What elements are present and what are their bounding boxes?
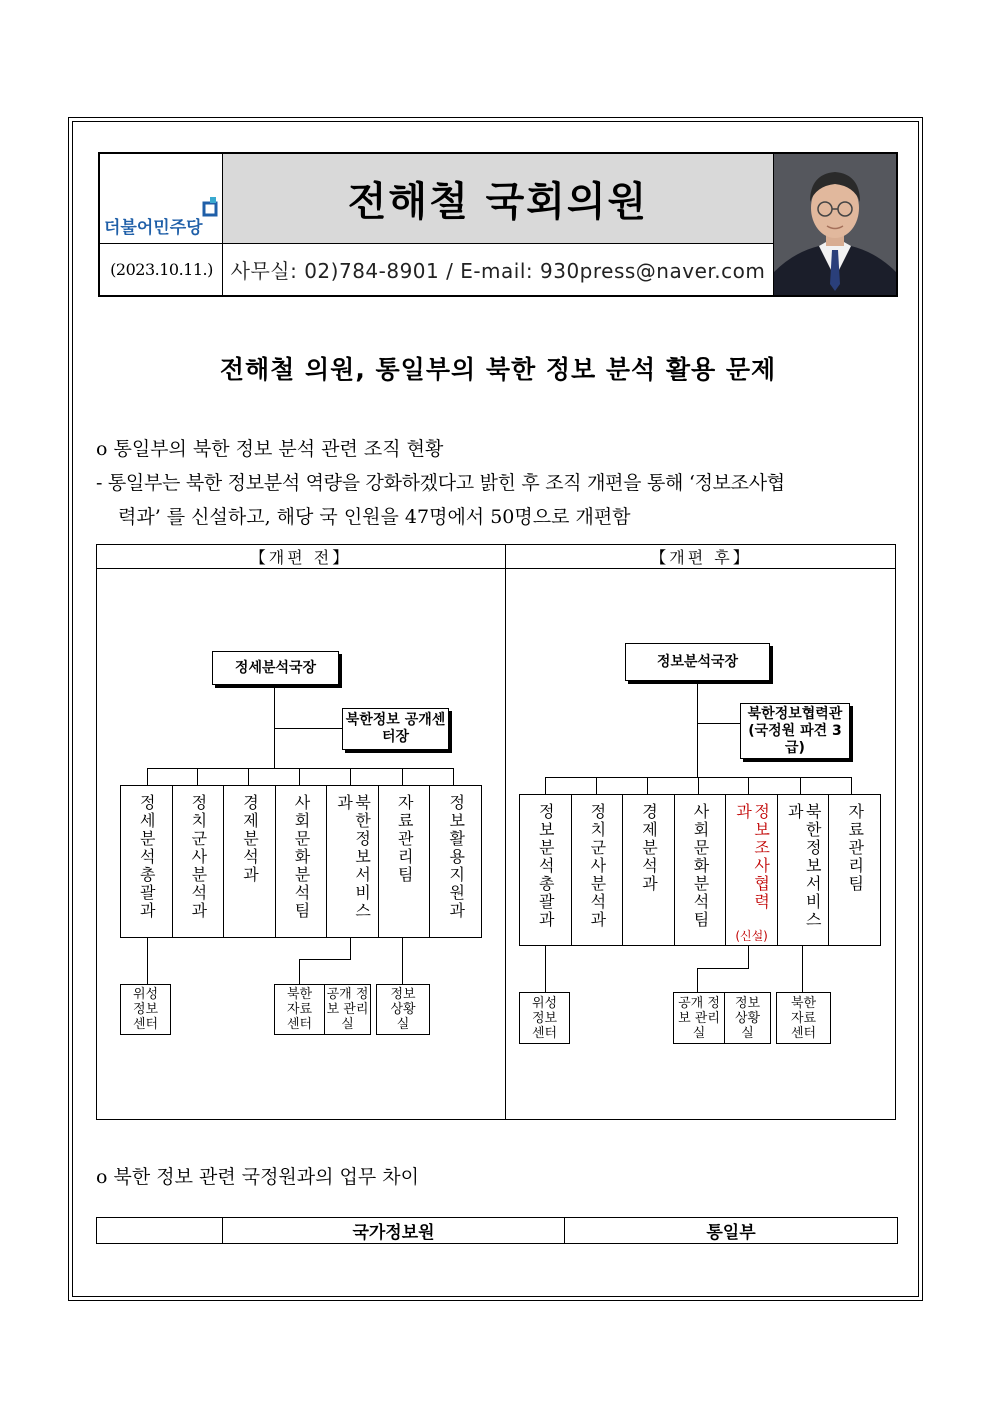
before-dept-row (120, 785, 482, 938)
dept-box (224, 786, 276, 937)
party-name: 더불어민주당 (104, 218, 203, 237)
org-chart-divider (96, 568, 896, 569)
connector (697, 968, 749, 969)
member-photo (774, 154, 896, 295)
dept-label: 정세분석총괄과 (137, 794, 157, 920)
after-sub-box (519, 992, 570, 1044)
dept-label: 정치군사분석과 (188, 794, 208, 920)
dept-label: 북한정보서비스과 (334, 794, 372, 920)
before-sub-box (376, 984, 430, 1035)
connector (299, 959, 351, 960)
dept-label-new: 정보조사협력과 (733, 803, 771, 911)
after-sub-box (724, 992, 771, 1044)
dept-box (379, 786, 431, 937)
before-sub-box (274, 984, 325, 1035)
dept-box (327, 786, 379, 937)
after-sub-box (673, 992, 725, 1044)
before-sub-box (120, 984, 171, 1035)
after-sub-box (776, 992, 831, 1044)
before-top-box: 정세분석국장 (212, 651, 339, 685)
section1-dash: - 통일부는 북한 정보분석 역량을 강화하겠다고 밝힌 후 조직 개편을 통해 ‘정보조사협 (96, 472, 785, 494)
sub-label: 위성 정보 센터 (132, 987, 159, 1032)
connector (748, 777, 749, 794)
dept-label: 사회문화분석팀 (691, 803, 711, 929)
sub-label: 정보 상황실 (734, 995, 761, 1041)
connector (350, 938, 351, 960)
section2-bullet: o 북한 정보 관련 국정원과의 업무 차이 (96, 1166, 419, 1188)
headline: 전해철 의원, 통일부의 북한 정보 분석 활용 문제 (219, 355, 777, 384)
press-date: (2023.10.11.) (110, 260, 213, 279)
connector (851, 777, 852, 794)
dept-box (173, 786, 225, 937)
connector (697, 968, 698, 992)
connector (800, 777, 801, 794)
after-side-box (740, 703, 850, 759)
connector (299, 768, 300, 785)
table-header-nis: 국가정보원 (352, 1223, 435, 1243)
dept-label: 사회문화분석팀 (292, 794, 312, 920)
dept-label: 경제분석과 (240, 794, 260, 884)
sub-label: 북한 자료 센터 (790, 995, 817, 1041)
connector (402, 938, 403, 984)
connector (647, 777, 648, 794)
section1-bullet: o 통일부의 북한 정보 분석 관련 조직 현황 (96, 438, 444, 460)
before-label: 【개편 전】 (249, 548, 352, 567)
connector (197, 768, 198, 785)
org-chart-divider (505, 544, 506, 1120)
sub-label: 북한 자료 센터 (286, 987, 313, 1032)
after-dept-row (519, 794, 881, 946)
connector (545, 946, 546, 992)
connector (147, 768, 453, 769)
dept-label: 자료관리팀 (845, 803, 865, 893)
sub-label: 공개 정보 관리실 (678, 995, 720, 1041)
sub-label: 정보 상황실 (390, 987, 416, 1032)
section1-dash-cont: 력과’ 를 신설하고, 해당 국 인원을 47명에서 50명으로 개편함 (118, 506, 631, 528)
dept-box-new (726, 795, 778, 945)
connector (453, 768, 454, 785)
connector (698, 777, 699, 794)
connector (545, 777, 546, 794)
connector (248, 768, 249, 785)
party-logo (102, 195, 222, 241)
dept-box (121, 786, 173, 937)
dept-box (829, 795, 880, 945)
after-top-box: 정보분석국장 (625, 643, 770, 681)
dept-label: 정보활용지원과 (446, 794, 466, 920)
dept-box (430, 786, 481, 937)
before-side-box (342, 708, 449, 750)
dept-box (623, 795, 675, 945)
after-side-label: 북한정보협력관 (국정원 파견 3급) (747, 705, 843, 756)
connector (748, 946, 749, 968)
dept-box (778, 795, 830, 945)
dept-label: 북한정보서비스과 (785, 803, 823, 929)
sub-label: 공개 정보 관리실 (326, 987, 369, 1032)
dept-label: 정보분석총괄과 (536, 803, 556, 929)
contact-info: 사무실: 02)784-8901 / E-mail: 930press@naver.com (230, 259, 766, 283)
dept-box (675, 795, 727, 945)
after-label: 【개편 후】 (650, 548, 752, 567)
before-side-label: 북한정보 공개센터장 (345, 712, 446, 745)
page-title: 전해철 국회의원 (347, 179, 649, 225)
dept-box (520, 795, 572, 945)
dept-box (276, 786, 328, 937)
connector (697, 684, 698, 777)
dept-box (572, 795, 624, 945)
connector (147, 768, 148, 785)
connector (802, 946, 803, 992)
connector (147, 938, 148, 984)
sub-label: 위성 정보 센터 (531, 995, 558, 1041)
connector (402, 768, 403, 785)
dept-label: 자료관리팀 (395, 794, 415, 884)
before-sub-box (324, 984, 371, 1035)
dept-label: 경제분석과 (639, 803, 659, 893)
connector (274, 728, 342, 729)
connector (596, 777, 597, 794)
connector (350, 768, 351, 785)
connector (299, 959, 300, 984)
table-header-unification: 통일부 (706, 1223, 756, 1243)
dept-label: 정치군사분석과 (587, 803, 607, 929)
new-dept-note: (신설) (735, 929, 768, 943)
connector (697, 723, 740, 724)
